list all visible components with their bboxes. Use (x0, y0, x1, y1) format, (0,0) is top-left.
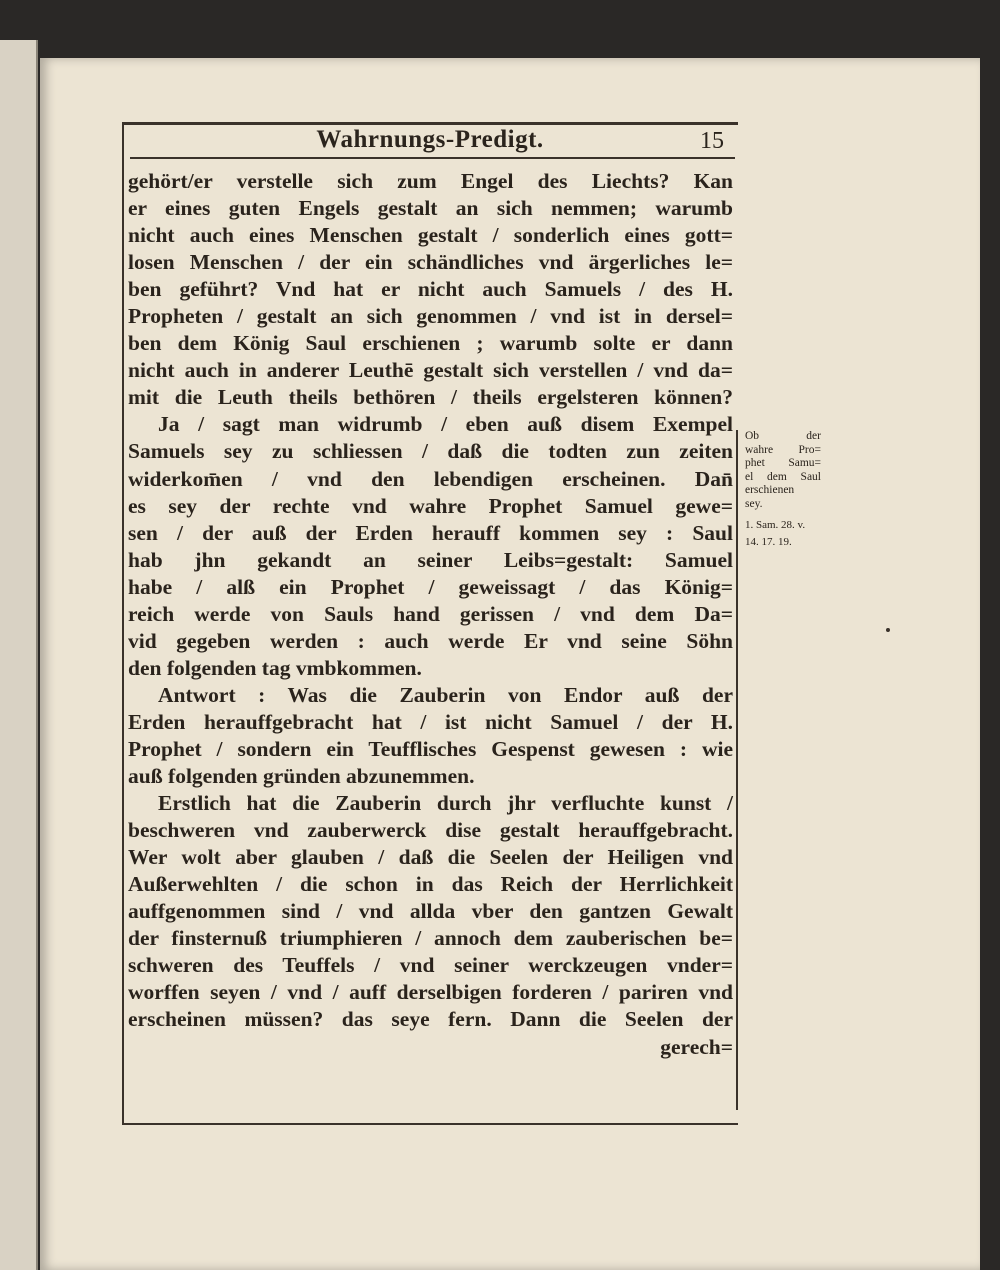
text-line: ben geführt? Vnd hat er nicht auch Samuels / des H. (128, 277, 733, 302)
text-line: vid gegeben werden : auch werde Er vnd seine Söhn (128, 628, 733, 653)
text-line: nicht auch in anderer Leuthē gestalt sich verstellen / vnd da= (128, 358, 733, 383)
text-line: Erden herauffgebracht hat / ist nicht Samuel / der H. (128, 709, 733, 734)
text-line: losen Menschen / der ein schändliches vnd ärgerliches le= (128, 250, 733, 275)
text-line: gerech= (660, 1034, 733, 1059)
text-line: Erstlich hat die Zauberin durch jhr verfluchte kunst / (158, 791, 733, 816)
text-line: schweren des Teuffels / vnd seiner werckzeugen vnder= (128, 953, 733, 978)
page-number: 15 (700, 128, 724, 154)
text-line: Antwort : Was die Zauberin von Endor auß der (158, 682, 733, 707)
text-line: es sey der rechte vnd wahre Prophet Samuel gewe= (128, 493, 733, 518)
text-line: Wer wolt aber glauben / daß die Seelen der Heiligen vnd (128, 845, 733, 870)
text-line: habe / alß ein Prophet / geweissagt / das König= (128, 574, 733, 599)
margin-note-line: el dem Saul (745, 470, 821, 483)
margin-note-line: erschienen (745, 484, 795, 496)
text-line: sen / der auß der Erden herauff kommen sey : Saul (128, 520, 733, 545)
margin-note-line: phet Samu= (745, 457, 821, 469)
margin-note-line: wahre Pro= (745, 443, 821, 456)
ink-speck (886, 628, 890, 632)
text-line: gehört/er verstelle sich zum Engel des Liechts? Kan (128, 169, 733, 193)
text-line: nicht auch eines Menschen gestalt / sonderlich eines gott= (128, 223, 733, 248)
body-text (128, 168, 733, 1061)
margin-note-line: sey. (745, 497, 763, 510)
margin-divider (736, 430, 738, 700)
running-head (130, 126, 730, 156)
text-line: reich werde von Sauls hand gerissen / vnd dem Da= (128, 601, 733, 626)
text-line: mit die Leuth theils bethören / theils ergelsteren können? (128, 385, 733, 410)
text-line: den folgenden tag vmbkommen. (128, 655, 422, 680)
reference-line: 14. 17. 19. (745, 536, 792, 548)
text-line: Propheten / gestalt an sich genommen / vnd ist in dersel= (128, 304, 733, 329)
text-line: erscheinen müssen? das seye fern. Dann die Seelen der (128, 1007, 733, 1032)
text-line: Samuels sey zu schliessen / daß die todten zun zeiten (128, 439, 733, 464)
header-rule (130, 157, 735, 159)
scripture-reference (745, 517, 821, 551)
text-line: hab jhn gekandt an seiner Leibs=gestalt: Samuel (128, 547, 733, 572)
margin-note-line: Ob der (745, 430, 821, 442)
margin-note (745, 430, 821, 551)
text-line: Prophet / sondern ein Teufflisches Gespenst gewesen : wie (128, 736, 733, 761)
text-line: ben dem König Saul erschienen ; warumb solte er dann (128, 331, 733, 356)
frame-right-rule (736, 680, 738, 1110)
facing-page-edge (0, 40, 38, 1270)
reference-line: 1. Sam. 28. v. (745, 519, 806, 531)
text-line: der finsternuß triumphieren / annoch dem zauberischen be= (128, 926, 733, 951)
text-line: auffgenommen sind / vnd allda vber den gantzen Gewalt (128, 899, 733, 924)
text-line: Ja / sagt man widrumb / eben auß disem Exempel (158, 412, 733, 437)
text-line: widerkom̄en / vnd den lebendigen erscheinen. Dan̄ (128, 466, 733, 491)
text-line: beschweren vnd zauberwerck dise gestalt herauffgebracht. (128, 818, 733, 843)
text-line: er eines guten Engels gestalt an sich nemmen; warumb (128, 196, 733, 221)
running-title: Wahrnungs-Predigt. (316, 126, 544, 153)
text-line: auß folgenden gründen abzunemmen. (128, 764, 475, 789)
text-line: Außerwehlten / die schon in das Reich der Herrlichkeit (128, 872, 733, 897)
text-line: worffen seyen / vnd / auff derselbigen forderen / pariren vnd (128, 980, 733, 1005)
